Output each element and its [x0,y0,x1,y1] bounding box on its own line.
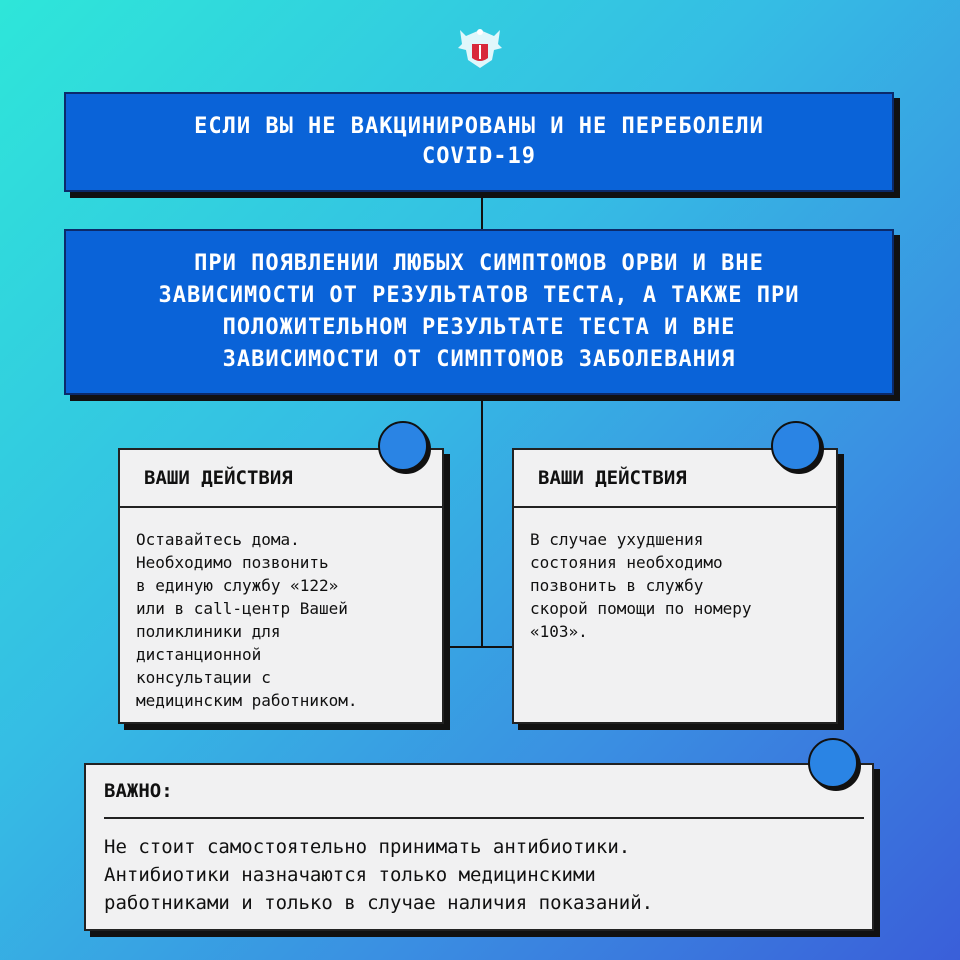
dot-icon [808,738,858,788]
actions-body-left: Оставайтесь дома. Необходимо позвонить в единую службу «122» или в call-центр Вашей поликлиники для дистанционной консультации с медицинским работником. [136,530,358,710]
actions-title-left: ВАШИ ДЕЙСТВИЯ [120,450,442,508]
connector-vertical [481,391,483,647]
dot-icon [378,421,428,471]
dot-icon [771,421,821,471]
important-body: Не стоит самостоятельно принимать антибиотики. Антибиотики назначаются только медицинскими работниками и только в случае наличия показаний. [104,836,654,914]
connector-horizontal [440,646,514,648]
divider [104,817,864,819]
condition-box [64,92,894,192]
symptoms-text: ПРИ ПОЯВЛЕНИИ ЛЮБЫХ СИМПТОМОВ ОРВИ И ВНЕ ЗАВИСИМОСТИ ОТ РЕЗУЛЬТАТОВ ТЕСТА, А ТАКЖЕ ПРИ ПОЛОЖИТЕЛЬНОМ РЕЗУЛЬТАТЕ ТЕСТА И ВНЕ ЗАВИСИМОСТИ ОТ СИМПТОМОВ ЗАБОЛЕВАНИЯ [158,251,800,372]
connector-top [481,188,483,230]
important-title: ВАЖНО: [104,780,173,802]
actions-card-left [118,448,444,724]
important-card [84,763,874,931]
emblem-icon [456,24,504,80]
actions-body-right: В случае ухудшения состояния необходимо позвонить в службу скорой помощи по номеру «103». [530,530,752,641]
actions-card-right [512,448,838,724]
condition-text: ЕСЛИ ВЫ НЕ ВАКЦИНИРОВАНЫ И НЕ ПЕРЕБОЛЕЛИ COVID-19 [194,114,764,169]
actions-title-right: ВАШИ ДЕЙСТВИЯ [514,450,836,508]
symptoms-box [64,229,894,395]
